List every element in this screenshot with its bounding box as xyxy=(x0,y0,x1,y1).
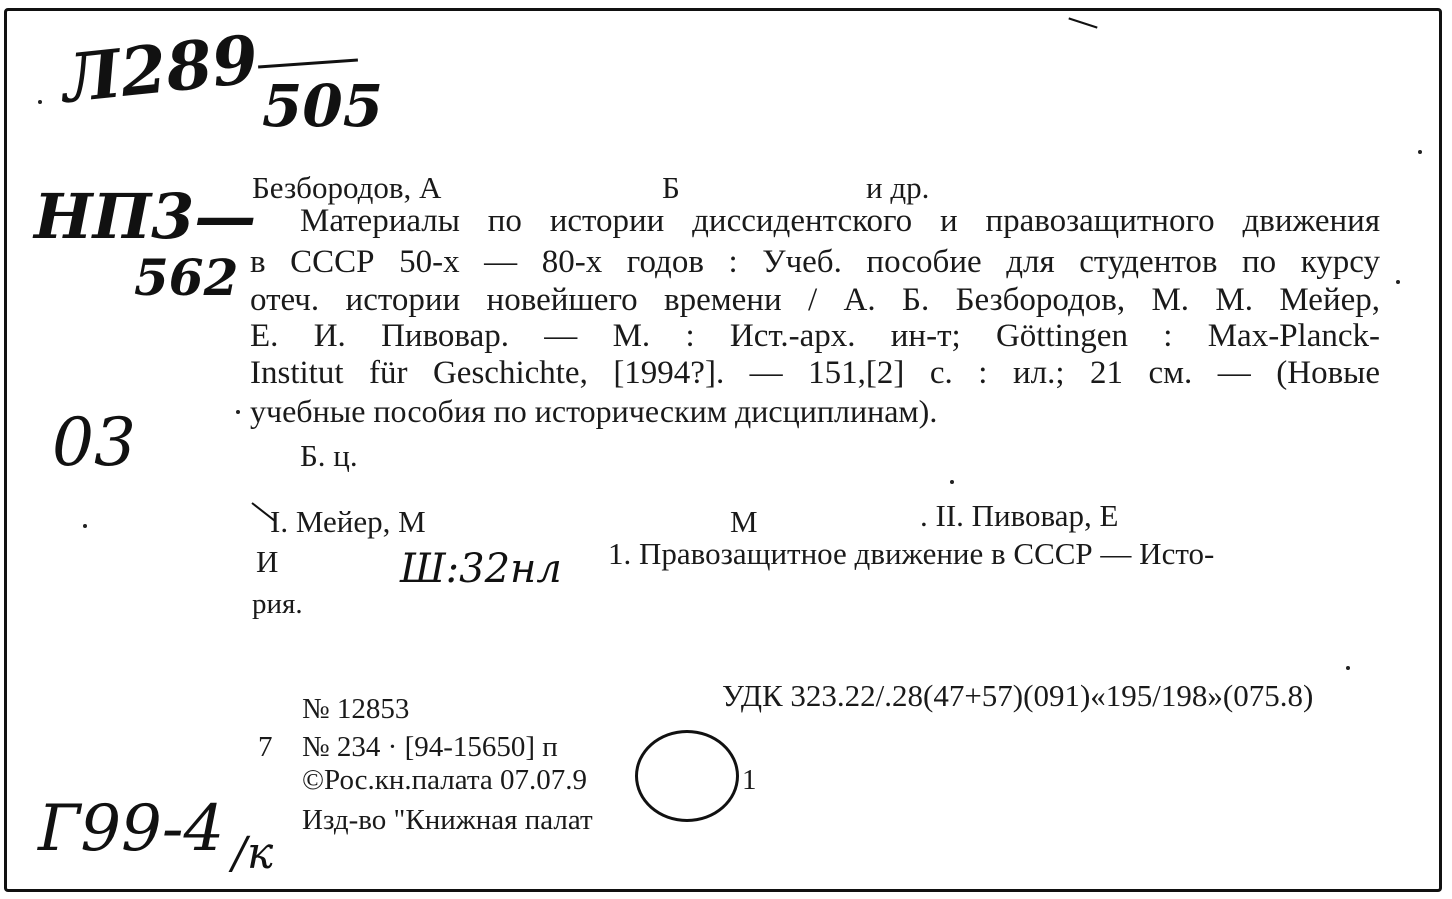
handwritten-code-left: НП3— xyxy=(34,180,257,253)
scan-speck xyxy=(83,524,87,528)
scan-speck xyxy=(1418,150,1422,154)
body-line: Е. И. Пивовар. — М. : Ист.-арх. ин-т; Göttingen : Max-Planck- xyxy=(250,318,1380,354)
scan-speck xyxy=(1346,666,1350,670)
author-et-al: и др. xyxy=(866,170,930,205)
tracing-part1: I. Мейер, М xyxy=(270,504,426,539)
tracing-part3: . II. Пивовар, Е xyxy=(920,498,1119,533)
handwritten-mark-left: 03 xyxy=(52,404,136,481)
handwritten-number-top: 505 xyxy=(262,72,384,140)
handwritten-code-top: Л289 xyxy=(58,19,262,119)
body-line: в СССР 50-х — 80-х годов : Учеб. пособие для студентов по курсу xyxy=(250,244,1380,280)
author-heading: Безбородов, А xyxy=(252,170,442,205)
handwritten-number-left: 562 xyxy=(134,248,239,307)
tracing-line2-start: И xyxy=(256,544,279,579)
card-number: № 12853 xyxy=(302,693,410,725)
handwritten-tail-bottom: /к xyxy=(232,828,274,879)
publisher-line: Изд-во "Книжная палат xyxy=(302,804,593,836)
scan-speck xyxy=(1396,280,1400,284)
print-prefix: 7 xyxy=(258,731,273,763)
body-line: Материалы по истории диссидентского и правозащитного движения xyxy=(300,203,1380,239)
body-line: отеч. истории новейшего времени / А. Б. Безбородов, М. М. Мейер, xyxy=(250,282,1380,318)
handwritten-code-bottom: Г99-4 xyxy=(38,792,225,866)
tracing-part2: М xyxy=(730,504,758,539)
price-note: Б. ц. xyxy=(300,438,358,473)
copyright-tail: 1 xyxy=(742,764,757,796)
scan-speck xyxy=(236,410,240,414)
library-stamp xyxy=(635,730,739,822)
scan-speck xyxy=(950,480,954,484)
copyright-line: ©Рос.кн.палата 07.07.9 xyxy=(302,764,588,796)
udc-code: УДК 323.22/.28(47+57)(091)«195/198»(075.8) xyxy=(722,678,1314,713)
handwritten-shelf-mark: Ш:32нл xyxy=(400,546,562,592)
subject-heading: 1. Правозащитное движение в СССР — Исто- xyxy=(608,536,1215,571)
body-line: Institut für Geschichte, [1994?]. — 151,[2] с. : ил.; 21 см. — (Новые xyxy=(250,355,1380,391)
scan-speck xyxy=(38,100,42,104)
subject-heading-end: рия. xyxy=(252,588,303,620)
order-number: № 234 · [94-15650] п xyxy=(302,731,558,763)
author-initial: Б xyxy=(662,170,680,205)
body-line: учебные пособия по историческим дисциплинам). xyxy=(250,393,938,429)
